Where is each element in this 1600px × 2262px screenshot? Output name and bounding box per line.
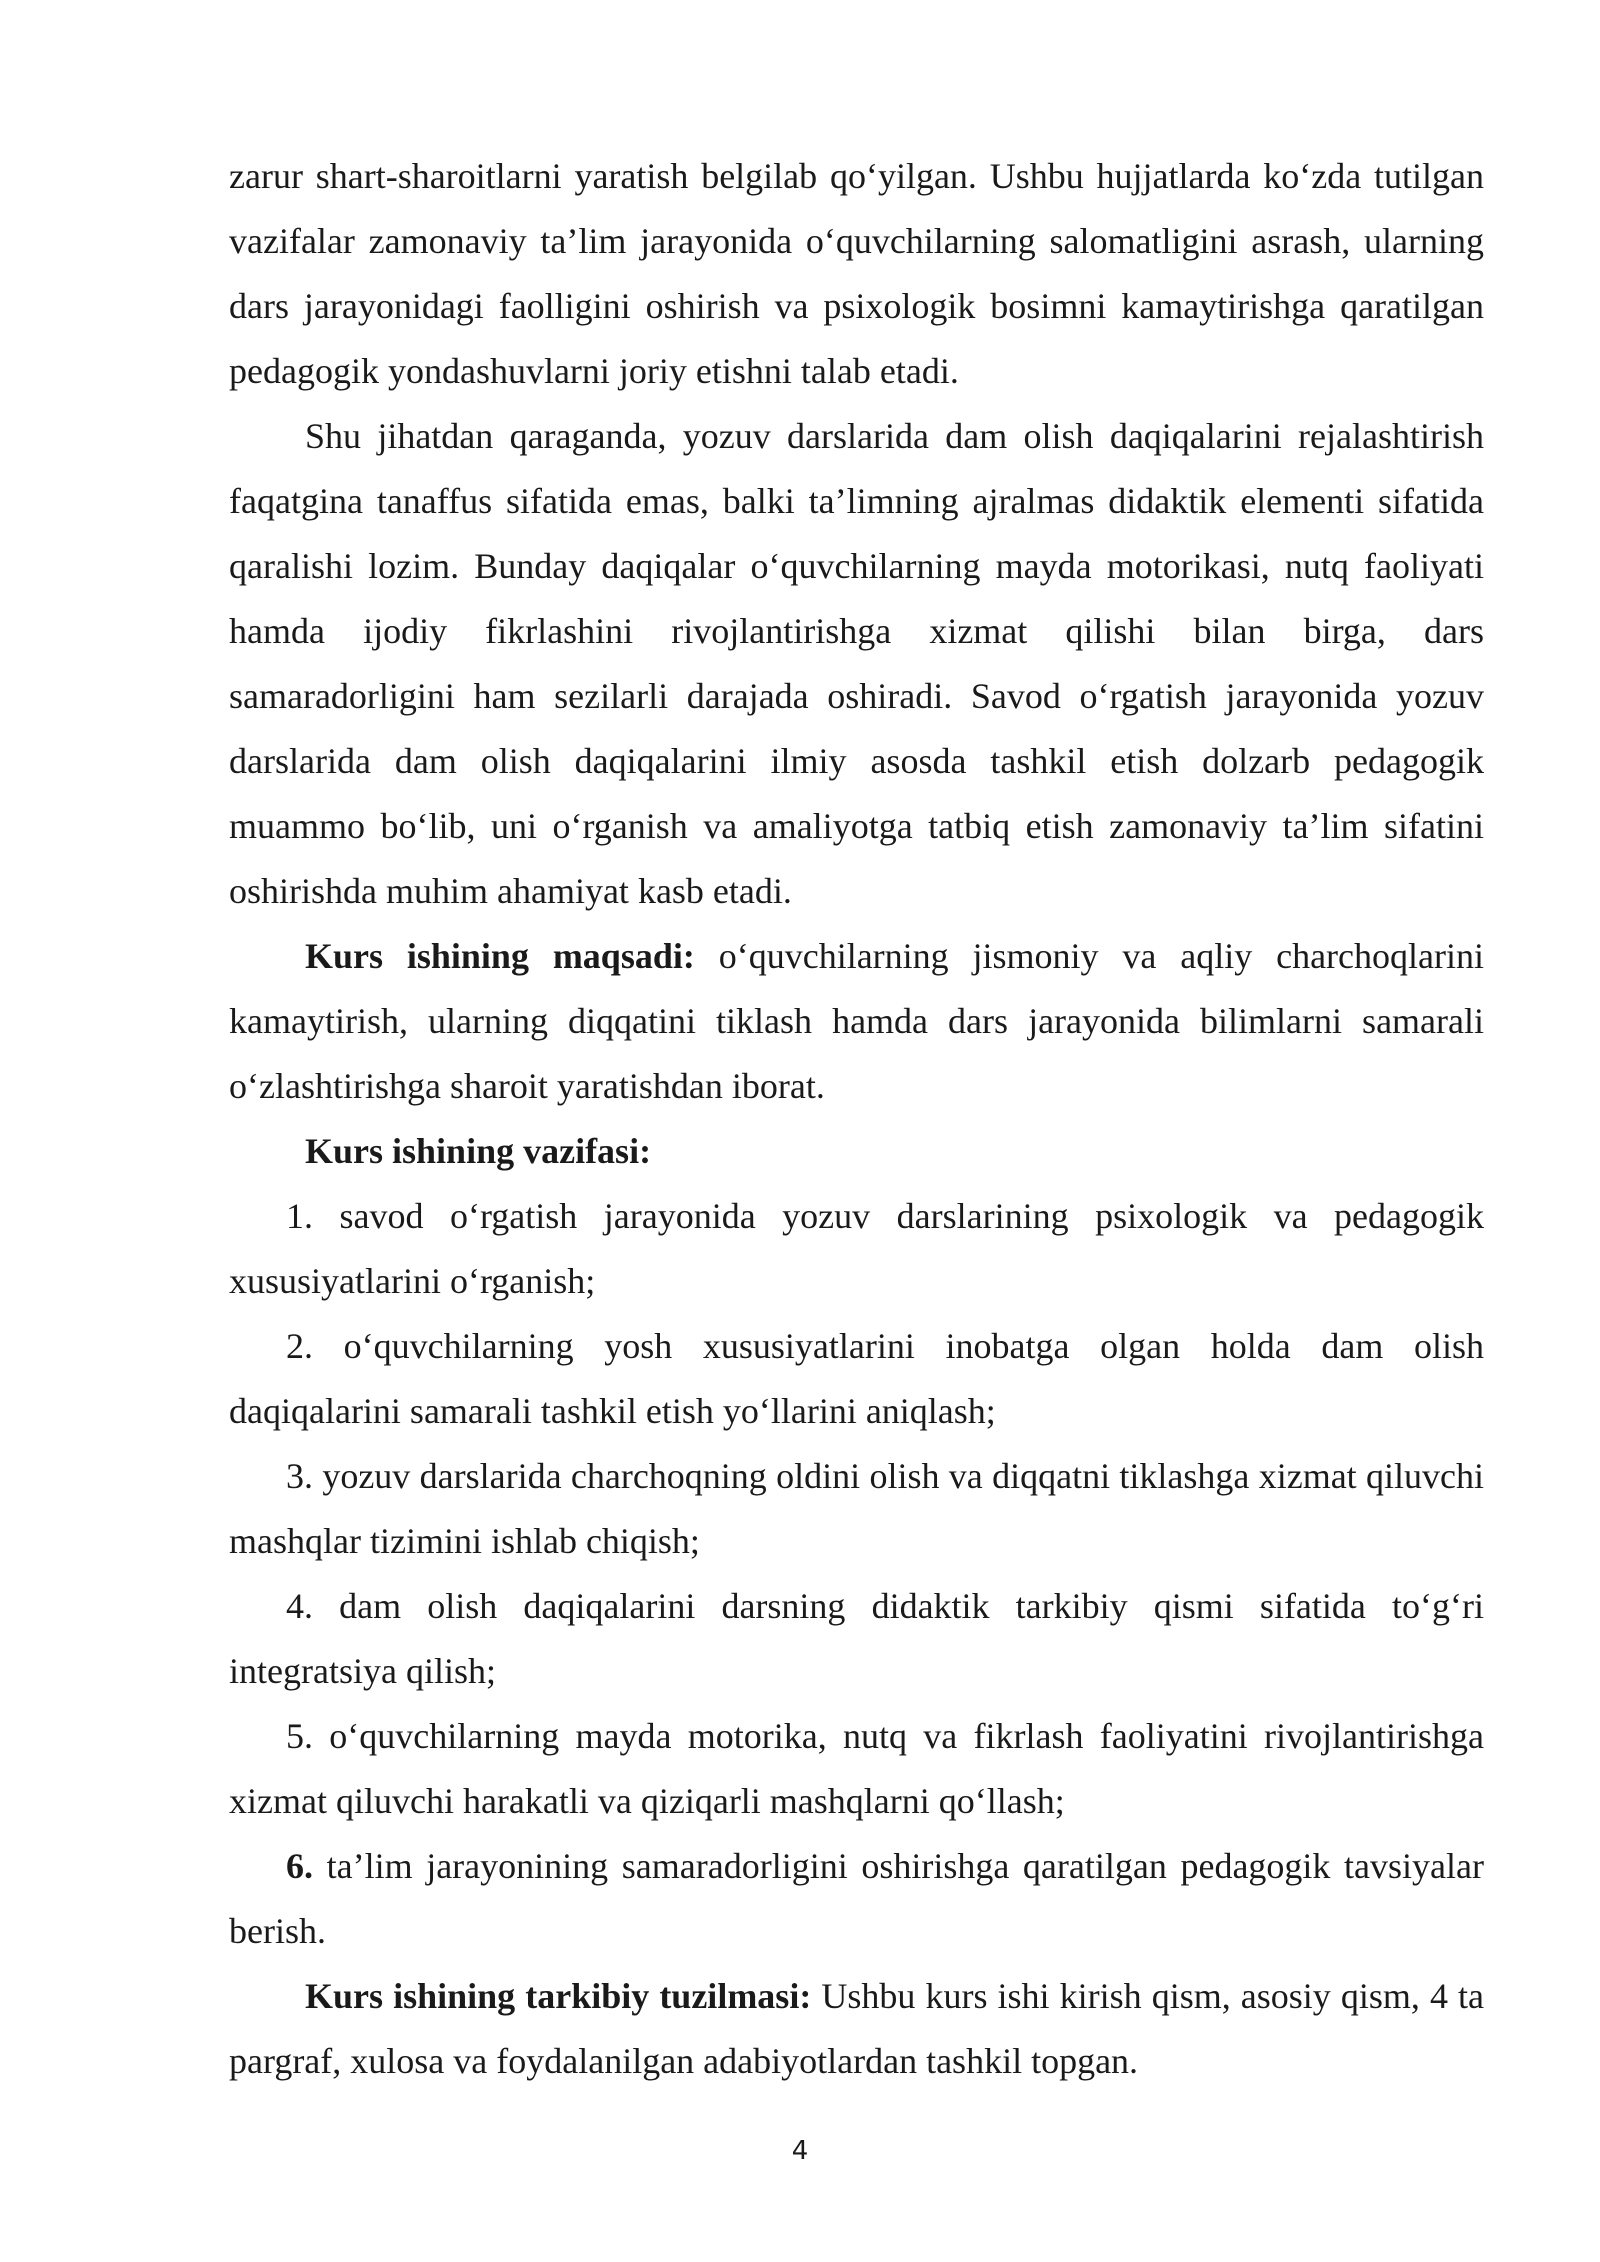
goal-text: o‘quvchilarning jismoniy va aqliy charchoqlarini kamaytirish, ularning diqqatini tiklash hamda dars jarayonida bilimlarni samarali o‘zlashtirishga sharoit yaratishdan iborat. xyxy=(229,936,1484,1106)
task-text: ta’lim jarayonining samaradorligini oshirishga qaratilgan pedagogik tavsiyalar berish. xyxy=(229,1846,1484,1951)
task-item-2 xyxy=(229,1314,1484,1444)
paragraph-context: Shu jihatdan qaraganda, yozuv darslarida dam olish daqiqalarini rejalashtirish faqatgina tanaffus sifatida emas, balki ta’limning ajralmas didaktik elementi sifatida qaralishi lozim. Bunday daqiqalar o‘quvchilarning mayda motorikasi, nutq faoliyati hamda ijodiy fikrlashini rivojlantirishga xizmat qilishi bilan birga, dars samaradorligini ham sezilarli darajada oshiradi. Savod o‘rgatish jarayonida yozuv darslarida dam olish daqiqalarini ilmiy asosda tashkil etish dolzarb pedagogik muammo bo‘lib, uni o‘rganish va amaliyotga tatbiq etish zamonaviy ta’lim sifatini oshirishda muhim ahamiyat kasb etadi. xyxy=(229,416,1484,911)
task-number: 2. xyxy=(286,1326,313,1366)
task-number: 1. xyxy=(286,1196,313,1236)
structure-text: Ushbu kurs ishi kirish qism, asosiy qism, 4 ta pargraf, xulosa va foydalanilgan adabiyotlardan tashkil topgan. xyxy=(229,1976,1484,2081)
task-number: 5. xyxy=(286,1716,313,1756)
task-number: 6. xyxy=(286,1846,313,1886)
task-text: savod o‘rgatish jarayonida yozuv darslarining psixologik va pedagogik xususiyatlarini o‘rganish; xyxy=(229,1196,1484,1301)
goal-paragraph xyxy=(229,924,1484,1119)
structure-paragraph xyxy=(229,1964,1484,2094)
task-item-4 xyxy=(229,1574,1484,1704)
task-item-1 xyxy=(229,1184,1484,1314)
task-text: o‘quvchilarning mayda motorika, nutq va fikrlash faoliyatini rivojlantirishga xizmat qiluvchi harakatli va qiziqarli mashqlarni qo‘llash; xyxy=(229,1716,1484,1821)
task-text: o‘quvchilarning yosh xususiyatlarini inobatga olgan holda dam olish daqiqalarini samarali tashkil etish yo‘llarini aniqlash; xyxy=(229,1326,1484,1431)
page-number: 4 xyxy=(791,2136,809,2166)
structure-label: Kurs ishining tarkibiy tuzilmasi: xyxy=(305,1976,812,2016)
tasks-heading-label: Kurs ishining vazifasi: xyxy=(305,1131,652,1171)
task-item-5 xyxy=(229,1704,1484,1834)
page-body xyxy=(229,144,1484,2094)
goal-label: Kurs ishining maqsadi: xyxy=(305,936,695,976)
task-number: 4. xyxy=(286,1586,313,1626)
task-text: dam olish daqiqalarini darsning didaktik tarkibiy qismi sifatida to‘g‘ri integratsiya qilish; xyxy=(229,1586,1484,1691)
task-text: yozuv darslarida charchoqning oldini olish va diqqatni tiklashga xizmat qiluvchi mashqlar tizimini ishlab chiqish; xyxy=(229,1456,1484,1561)
task-item-3 xyxy=(229,1444,1484,1574)
task-number: 3. xyxy=(286,1456,313,1496)
task-item-6 xyxy=(229,1834,1484,1964)
tasks-heading xyxy=(229,1119,1484,1184)
paragraph-intro: zarur shart-sharoitlarni yaratish belgilab qo‘yilgan. Ushbu hujjatlarda ko‘zda tutilgan vazifalar zamonaviy ta’lim jarayonida o‘quvchilarning salomatligini asrash, ularning dars jarayonidagi faolligini oshirish va psixologik bosimni kamaytirishga qaratilgan pedagogik yondashuvlarni joriy etishni talab etadi. xyxy=(229,156,1484,391)
